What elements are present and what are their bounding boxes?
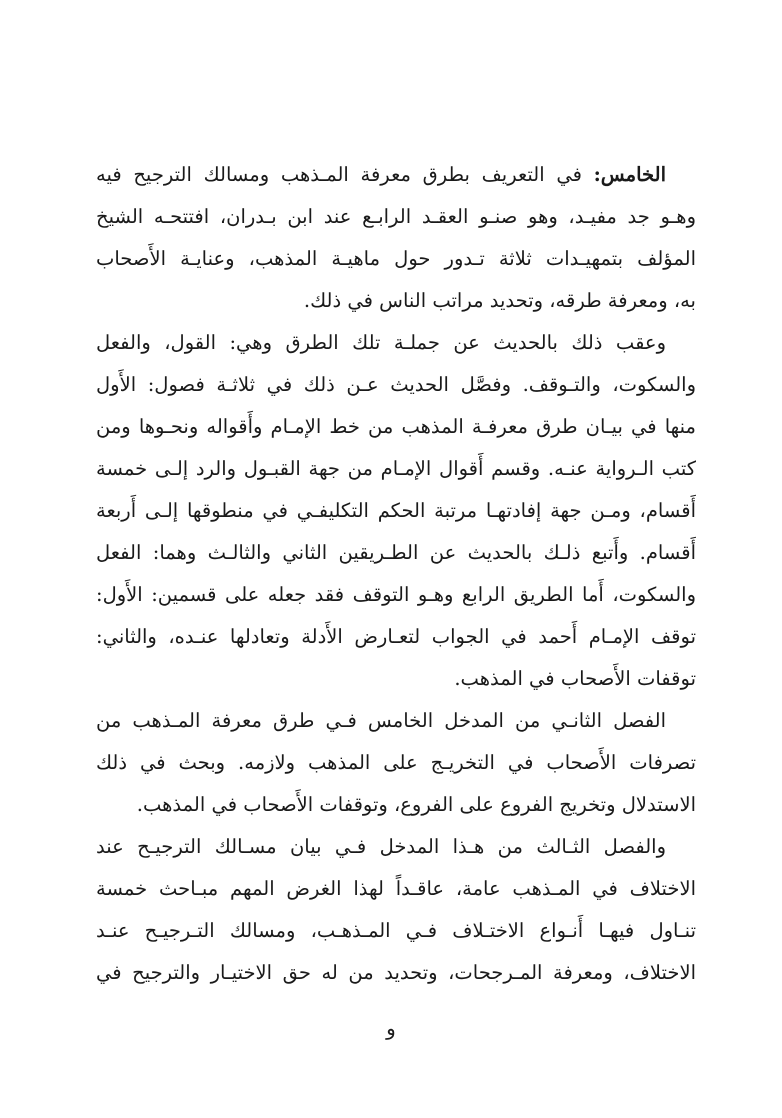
page-number: و xyxy=(386,1016,396,1040)
text-line: تصرفات الأَصحاب في التخريـج على المذهب ولازمه. وبحث في ذلك xyxy=(96,751,696,774)
text-line: كتب الـرواية عنـه. وقسم أَقوال الإمـام من جهة القبـول والرد إلـى خمسة xyxy=(96,457,696,480)
text-line xyxy=(96,154,696,196)
text-line: والفصل الثـالث من هـذا المدخل فـي بيان مسـالك الترجيـح عند xyxy=(96,835,666,858)
body-text xyxy=(96,154,696,994)
text-line: المؤلف بتمهيـدات ثلاثة تـدور حول ماهيـة المذهب، وعنايـة الأَصحاب xyxy=(96,247,696,270)
text-line: وعقب ذلك بالحديث عن جملـة تلك الطرق وهي: القول، والفعل xyxy=(96,331,666,354)
section-heading-word: الخامس: xyxy=(593,163,666,186)
text-line: توقف الإمـام أَحمد في الجواب لتعـارض الأَدلة وتعادلها عنـده، والثاني: xyxy=(96,625,696,648)
text-line: وهـو جد مفيـد، وهو صنـو العقـد الرابـع عند ابن بـدران، افتتحـه الشيخ xyxy=(96,205,696,228)
text-line: الفصل الثانـي من المدخل الخامس فـي طرق معرفة المـذهب من xyxy=(96,709,666,732)
text-line: توقفات الأَصحاب في المذهب. xyxy=(454,667,696,690)
text-line: به، ومعرفة طرقه، وتحديد مراتب الناس في ذلك. xyxy=(303,289,696,312)
text-line: أَقسام. وأَتبع ذلـك بالحديث عن الطـريقين الثاني والثالـث وهما: الفعل xyxy=(96,541,696,564)
text-line: الاختلاف في المـذهب عامة، عاقـداً لهذا الغرض المهم مبـاحث خمسة xyxy=(96,877,696,900)
text-line: الاستدلال وتخريج الفروع على الفروع، وتوقفات الأَصحاب في المذهب. xyxy=(136,793,696,816)
text-line: أَقسام، ومـن جهة إفادتهـا مرتبة الحكم التكليفـي في منطوقها إلـى أَربعة xyxy=(96,499,696,522)
line-text: في التعريف بطرق معرفة المـذهب ومسالك الترجيح فيه xyxy=(96,163,594,186)
text-line: منها في بيـان طرق معرفـة المذهب من خط الإمـام وأَقواله ونحـوها ومن xyxy=(96,415,696,438)
text-line: والسكوت، أَما الطريق الرابع وهـو التوقف فقد جعله على قسمين: الأَول: xyxy=(96,583,696,606)
text-line: الاختلاف، ومعرفة المـرجحات، وتحديد من له حق الاختيـار والترجيح في xyxy=(96,961,696,984)
text-line: والسكوت، والتـوقف. وفصَّل الحديث عـن ذلك في ثلاثـة فصول: الأَول xyxy=(96,373,696,396)
text-line: تنـاول فيهـا أَنـواع الاختـلاف فـي المـذهـب، ومسالك التـرجيـح عنـد xyxy=(96,919,696,942)
